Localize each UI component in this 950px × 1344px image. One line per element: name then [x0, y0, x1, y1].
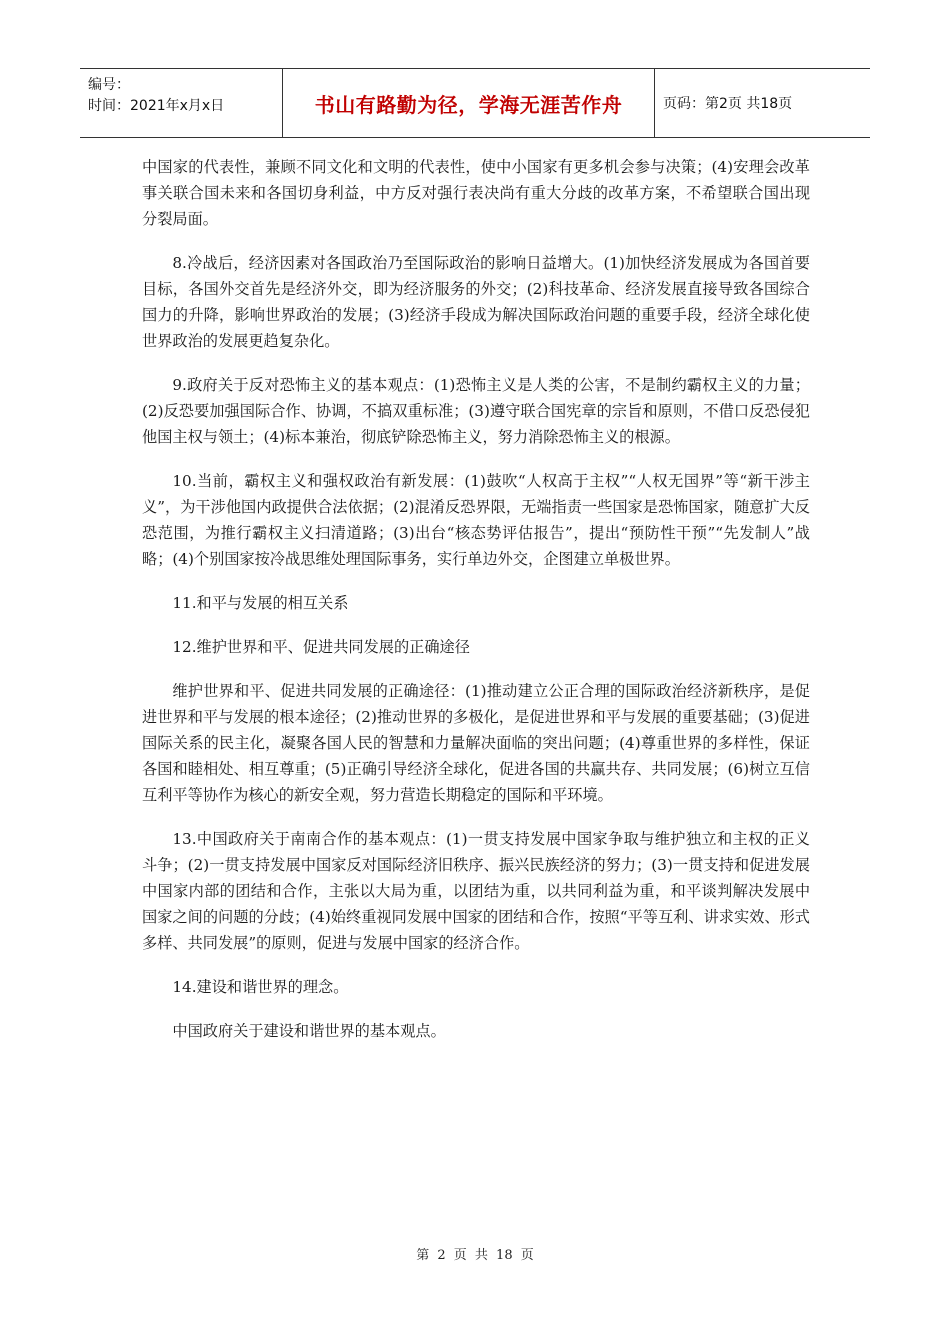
header-meta [80, 69, 283, 137]
header-page-number: 页码：第2页 共18页 [663, 96, 793, 112]
paragraph-item-10: 10.当前，霸权主义和强权政治有新发展：(1)鼓吹“人权高于主权”“人权无国界”等“新干涉主义”，为干涉他国内政提供合法依据；(2)混淆反恐界限，无端指责一些国家是恐怖国家，随意扩大反恐范围，为推行霸权主义扫清道路；(3)出台“核态势评估报告”，提出“预防性干预”“先发制人”战略；(4)个别国家按冷战思维处理国际事务，实行单边外交，企图建立单极世界。 [142, 472, 810, 568]
document-number-label: 编号： [88, 77, 130, 93]
paragraph-item-13: 13.中国政府关于南南合作的基本观点：(1)一贯支持发展中国家争取与维护独立和主权的正义斗争；(2)一贯支持发展中国家反对国际经济旧秩序、振兴民族经济的努力；(3)一贯支持和促进发展中国家内部的团结和合作，主张以大局为重，以团结为重，以共同利益为重，和平谈判解决发展中国家之间的问题的分歧；(4)始终重视同发展中国家的团结和合作，按照“平等互利、讲求实效、形式多样、共同发展”的原则，促进与发展中国家的经济合作。 [142, 830, 810, 952]
document-date-label: 时间：2021年x月x日 [88, 98, 225, 114]
paragraph-continued: 中国家的代表性，兼顾不同文化和文明的代表性，使中小国家有更多机会参与决策；(4)安理会改革事关联合国未来和各国切身利益，中方反对强行表决尚有重大分歧的改革方案，不希望联合国出现分裂局面。 [142, 158, 810, 228]
page-footer: 第 2 页 共 18 页 [416, 1248, 534, 1263]
heading-item-12: 12.维护世界和平、促进共同发展的正确途径 [172, 638, 470, 656]
paragraph-item-14-body: 中国政府关于建设和谐世界的基本观点。 [172, 1022, 446, 1040]
page-header [80, 68, 870, 138]
paragraph-item-12-body: 维护世界和平、促进共同发展的正确途径：(1)推动建立公正合理的国际政治经济新秩序，是促进世界和平与发展的根本途径；(2)推动世界的多极化，是促进世界和平与发展的重要基础；(3)促进国际关系的民主化，凝聚各国人民的智慧和力量解决面临的突出问题；(4)尊重世界的多样性，保证各国和睦相处、相互尊重；(5)正确引导经济全球化，促进各国的共赢共存、共同发展；(6)树立互信互利平等协作为核心的新安全观，努力营造长期稳定的国际和平环境。 [142, 682, 810, 804]
header-motto: 书山有路勤为径，学海无涯苦作舟 [283, 69, 655, 137]
heading-item-11: 11.和平与发展的相互关系 [172, 594, 349, 612]
document-body [142, 154, 810, 1062]
heading-item-14: 14.建设和谐世界的理念。 [172, 978, 349, 996]
paragraph-item-9: 9.政府关于反对恐怖主义的基本观点：(1)恐怖主义是人类的公害，不是制约霸权主义的力量；(2)反恐要加强国际合作、协调，不搞双重标准；(3)遵守联合国宪章的宗旨和原则，不借口反恐侵犯他国主权与领土；(4)标本兼治，彻底铲除恐怖主义，努力消除恐怖主义的根源。 [142, 376, 810, 446]
paragraph-item-8: 8.冷战后，经济因素对各国政治乃至国际政治的影响日益增大。(1)加快经济发展成为各国首要目标，各国外交首先是经济外交，即为经济服务的外交；(2)科技革命、经济发展直接导致各国综合国力的升降，影响世界政治的发展；(3)经济手段成为解决国际政治问题的重要手段，经济全球化使世界政治的发展更趋复杂化。 [142, 254, 810, 350]
